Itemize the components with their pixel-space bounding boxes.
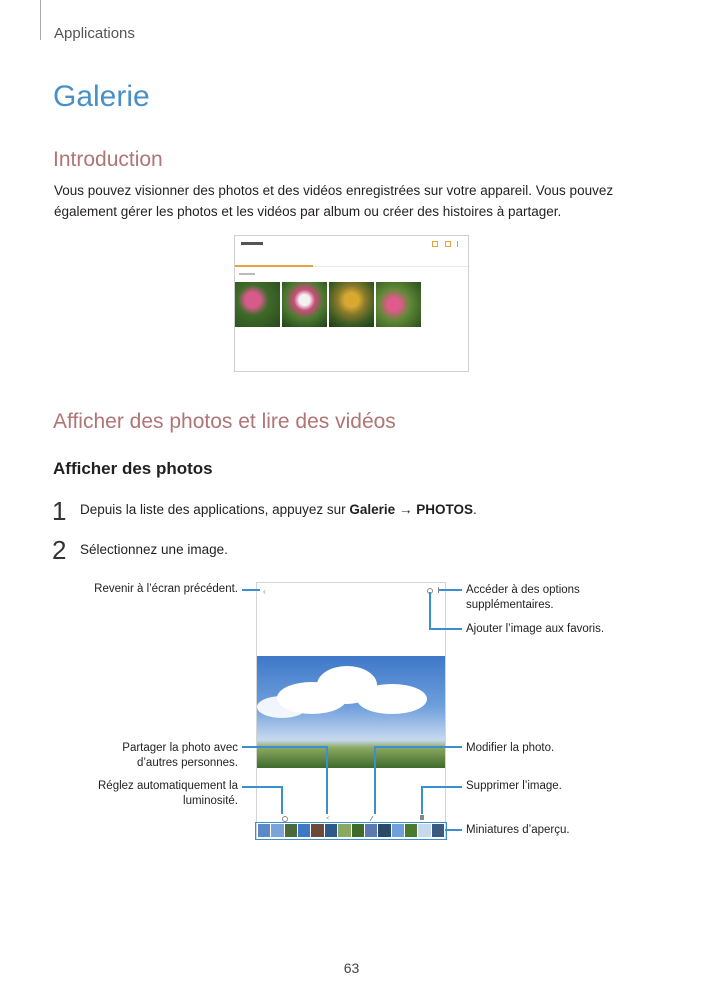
- cloud: [357, 684, 427, 714]
- step-text: [80, 502, 477, 517]
- date-label: [239, 273, 255, 275]
- gallery-screenshot: [234, 235, 469, 372]
- intro-heading: Introduction: [53, 148, 163, 171]
- page-title: Galerie: [53, 80, 150, 113]
- page-corner-mark: [40, 0, 41, 40]
- camera-icon: [432, 241, 438, 247]
- photo-thumbnail: [376, 282, 421, 327]
- gallery-tabs: [235, 256, 468, 267]
- callout-line-back: [242, 589, 260, 591]
- callout-line-favorite: [429, 628, 462, 630]
- callout-back: Revenir à l’écran précédent.: [94, 583, 238, 595]
- callout-line-share: [242, 746, 327, 748]
- step-number: 1: [52, 496, 67, 526]
- share-icon: <: [326, 816, 330, 822]
- more-options-icon: [457, 241, 458, 247]
- step-bold-galerie: Galerie: [349, 502, 396, 517]
- thumbnail-highlight: [255, 822, 447, 840]
- running-header: Applications: [54, 25, 135, 42]
- step-arrow: →: [395, 502, 417, 517]
- callout-line-share: [326, 746, 328, 814]
- edit-icon: [370, 816, 377, 821]
- photo-thumbnail: [282, 282, 327, 327]
- callout-line-brightness: [242, 786, 282, 788]
- subsection-heading: Afficher des photos: [53, 459, 213, 478]
- callout-line-delete: [421, 786, 423, 814]
- callout-share: Partager la photo avec d’autres personnes.: [122, 742, 238, 769]
- callout-line-edit: [374, 746, 376, 814]
- callout-brightness: Réglez automatiquement la luminosité.: [98, 780, 238, 807]
- callout-line-delete: [421, 786, 462, 788]
- callout-line-favorite: [429, 592, 431, 629]
- cloud: [257, 696, 307, 718]
- step-number: 2: [52, 535, 67, 565]
- section-heading: Afficher des photos et lire des vidéos: [53, 410, 396, 433]
- step-text-part: Depuis la liste des applications, appuyez sur: [80, 502, 350, 517]
- callout-line-options: [439, 589, 462, 591]
- photo-thumbnail: [329, 282, 374, 327]
- callout-favorite: Ajouter l’image aux favoris.: [466, 623, 605, 635]
- app-title-bar: [241, 242, 263, 245]
- landscape-photo: [257, 656, 445, 768]
- callout-delete: Supprimer l’image.: [466, 780, 562, 792]
- step-text-part: .: [472, 502, 477, 517]
- delete-icon: [420, 815, 424, 820]
- callout-thumbnails: Miniatures d’aperçu.: [466, 824, 570, 836]
- intro-paragraph: Vous pouvez visionner des photos et des vidéos enregistrées sur votre appareil. Vous pouvez également gérer les photos et les vidéos par album ou créer des histoires à partager.: [54, 183, 614, 219]
- active-tab-indicator: [235, 265, 313, 267]
- callout-line-edit: [374, 746, 462, 748]
- step-text: Sélectionnez une image.: [80, 542, 228, 557]
- callout-line-thumbnails: [445, 829, 462, 831]
- callout-edit: Modifier la photo.: [466, 742, 555, 754]
- callout-line-brightness: [281, 786, 283, 814]
- photo-viewer-screenshot: [256, 582, 446, 840]
- step-bold-photos: PHOTOS: [416, 502, 473, 517]
- page-number: 63: [343, 960, 360, 976]
- photo-thumbnail: [235, 282, 280, 327]
- back-icon: ‹: [263, 587, 266, 596]
- search-icon: [445, 241, 451, 247]
- callout-options: Accéder à des options supplémentaires.: [466, 584, 580, 611]
